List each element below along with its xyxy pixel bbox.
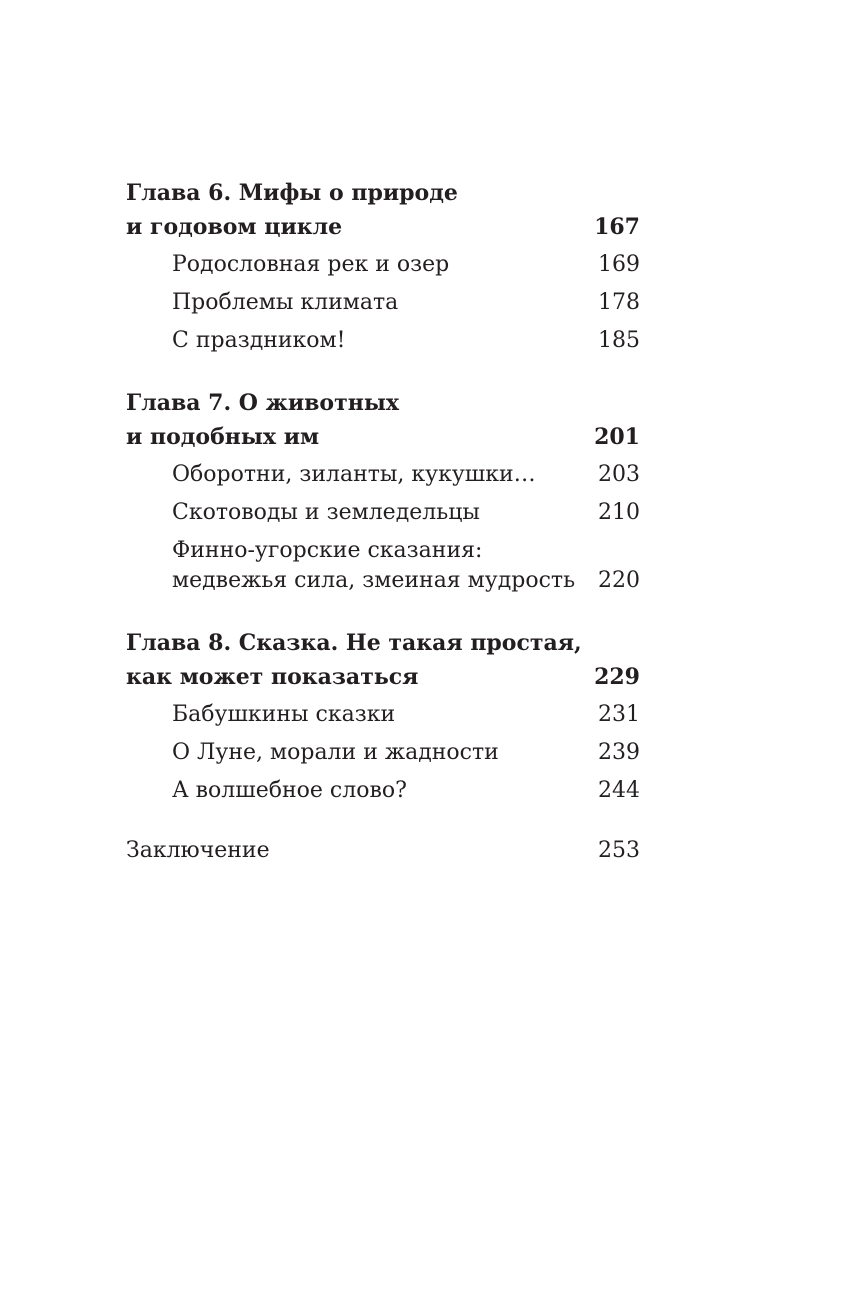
- toc-entry: [126, 326, 640, 356]
- toc-entry-title: С праздником!: [172, 328, 346, 353]
- chapter-8-title: [126, 626, 640, 694]
- chapter-6-title-line-2: и годовом цикле: [126, 214, 343, 240]
- toc-entry-title: А волшебное слово?: [172, 778, 407, 803]
- toc-entry-page: 185: [598, 328, 640, 353]
- conclusion-label: Заключение: [126, 838, 270, 863]
- chapter-6-page: 167: [594, 214, 640, 240]
- toc-entry-title: Родословная рек и озер: [172, 252, 450, 277]
- toc-entry-page: 220: [598, 568, 640, 593]
- chapter-8-title-line-2: как может показаться: [126, 664, 419, 690]
- toc-entry: [126, 460, 640, 490]
- toc-entry: [126, 536, 640, 596]
- chapter-8-title-line-1: Глава 8. Сказка. Не такая простая,: [126, 630, 582, 656]
- toc-entry: [126, 250, 640, 280]
- chapter-8: [126, 626, 640, 806]
- toc-entry-title: О Луне, морали и жадности: [172, 740, 499, 765]
- conclusion-page: 253: [598, 838, 640, 863]
- toc-entry-page: 244: [598, 778, 640, 803]
- toc-entry-page: 203: [598, 462, 640, 487]
- chapter-6: [126, 176, 640, 356]
- chapter-7-page: 201: [594, 424, 640, 450]
- chapter-7: [126, 386, 640, 596]
- toc-entry: [126, 288, 640, 318]
- toc-entry-page: 231: [598, 702, 640, 727]
- chapter-8-page: 229: [594, 664, 640, 690]
- toc-entry-page: 169: [598, 252, 640, 277]
- toc-entry: [126, 776, 640, 806]
- toc-entry-title: Оборотни, зиланты, кукушки…: [172, 462, 536, 487]
- toc-entry: [126, 498, 640, 528]
- toc-entry-title: Бабушкины сказки: [172, 702, 396, 727]
- chapter-6-title: [126, 176, 640, 244]
- chapter-7-title-line-1: Глава 7. О животных: [126, 390, 400, 416]
- toc-entry-title-line-1: Финно-угорские сказания:: [172, 538, 483, 563]
- toc-entry-page: 210: [598, 500, 640, 525]
- table-of-contents: [126, 176, 640, 866]
- chapter-6-title-line-1: Глава 6. Мифы о природе: [126, 180, 458, 206]
- toc-entry-title: Проблемы климата: [172, 290, 399, 315]
- toc-entry-title-line-2: медвежья сила, змеиная мудрость: [172, 568, 576, 593]
- toc-entry: [126, 700, 640, 730]
- toc-entry-title: Скотоводы и земледельцы: [172, 500, 480, 525]
- chapter-7-title-line-2: и подобных им: [126, 424, 320, 450]
- toc-entry-page: 178: [598, 290, 640, 315]
- conclusion-entry: [126, 836, 640, 866]
- toc-entry: [126, 738, 640, 768]
- chapter-7-title: [126, 386, 640, 454]
- toc-entry-page: 239: [598, 740, 640, 765]
